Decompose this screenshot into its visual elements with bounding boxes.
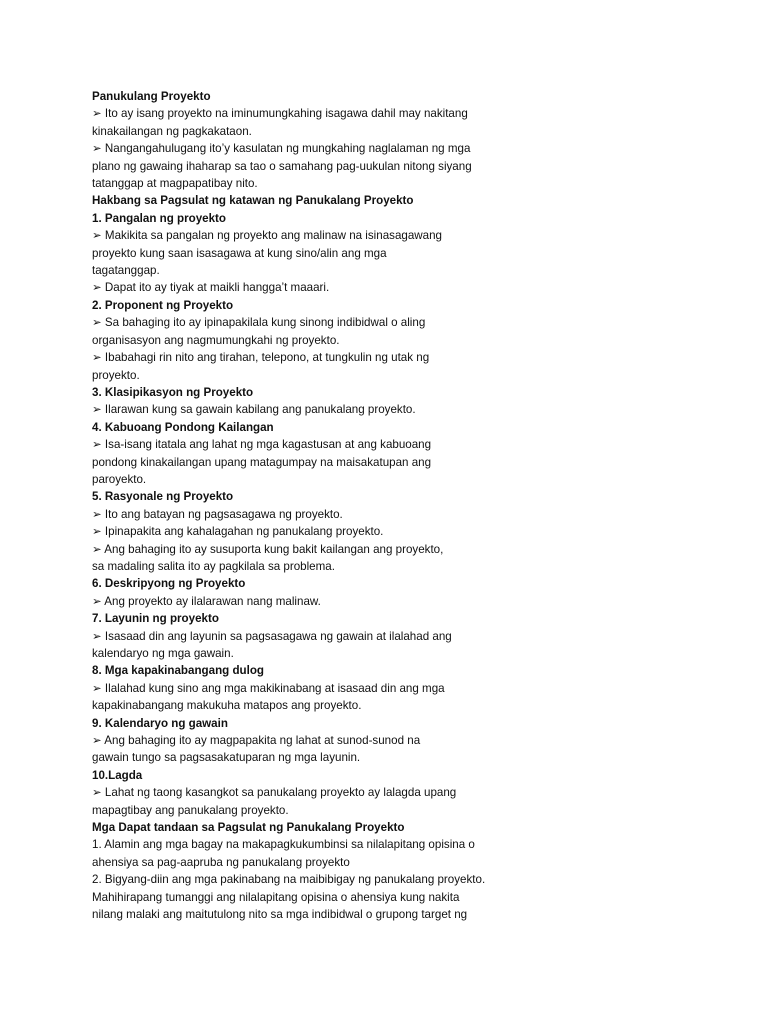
text-line: ➢ Ito ay isang proyekto na iminumungkahing isagawa dahil may nakitang [92, 107, 468, 121]
text-line: proyekto. [92, 368, 140, 382]
heading-line: 1. Pangalan ng proyekto [92, 211, 227, 225]
text-line: plano ng gawaing ihaharap sa tao o samahang pag-uukulan nitong siyang [92, 159, 472, 173]
text-line: ➢ Sa bahaging ito ay ipinapakilala kung sinong indibidwal o aling [92, 316, 426, 330]
heading-line: 5. Rasyonale ng Proyekto [92, 490, 234, 504]
heading-line: 8. Mga kapakinabangang dulog [92, 664, 264, 678]
text-line: pondong kinakailangan upang matagumpay na maisakatupan ang [92, 455, 432, 469]
text-line: ➢ Nangangahulugang ito’y kasulatan ng mungkahing naglalaman ng mga [92, 142, 471, 156]
text-line: 2. Bigyang-diin ang mga pakinabang na maibibigay ng panukalang proyekto. [92, 873, 486, 887]
text-line: ➢ Ang proyekto ay ilalarawan nang malinaw. [92, 594, 321, 608]
text-line: sa madaling salita ito ay pagkilala sa problema. [92, 559, 335, 573]
heading-line: 10.Lagda [92, 768, 143, 782]
text-line: ahensiya sa pag-aapruba ng panukalang proyekto [92, 855, 350, 869]
text-line: ➢ Ilalahad kung sino ang mga makikinabang at isasaad din ang mga [92, 681, 445, 695]
text-line: kapakinabangang makukuha matapos ang proyekto. [92, 699, 362, 713]
text-line: nilang malaki ang maitutulong nito sa mga indibidwal o grupong target ng [92, 908, 468, 922]
text-line: mapagtibay ang panukalang proyekto. [92, 803, 289, 817]
text-line: ➢ Ibabahagi rin nito ang tirahan, telepono, at tungkulin ng utak ng [92, 351, 430, 365]
text-line: kinakailangan ng pagkakataon. [92, 124, 252, 138]
text-line: ➢ Ito ang batayan ng pagsasagawa ng proyekto. [92, 507, 343, 521]
text-line: ➢ Isa-isang itatala ang lahat ng mga kagastusan at ang kabuoang [92, 438, 432, 452]
heading-line: 2. Proponent ng Proyekto [92, 298, 234, 312]
text-line: ➢ Isasaad din ang layunin sa pagsasagawa ng gawain at ilalahad ang [92, 629, 452, 643]
text-line: ➢ Makikita sa pangalan ng proyekto ang malinaw na isinasagawang [92, 229, 443, 243]
heading-line: 7. Layunin ng proyekto [92, 612, 219, 626]
text-line: ➢ Ang bahaging ito ay susuporta kung bakit kailangan ang proyekto, [92, 542, 444, 556]
heading-line: 4. Kabuoang Pondong Kailangan [92, 420, 274, 434]
heading-line: 3. Klasipikasyon ng Proyekto [92, 385, 254, 399]
heading-line: 9. Kalendaryo ng gawain [92, 716, 228, 730]
text-line: gawain tungo sa pagsasakatuparan ng mga layunin. [92, 751, 361, 765]
text-line: 1. Alamin ang mga bagay na makapagkukumbinsi sa nilalapitang opisina o [92, 838, 475, 852]
text-line: ➢ Ilarawan kung sa gawain kabilang ang panukalang proyekto. [92, 403, 416, 417]
text-line: ➢ Lahat ng taong kasangkot sa panukalang proyekto ay lalagda upang [92, 786, 457, 800]
text-line: paroyekto. [92, 472, 147, 486]
text-line: organisasyon ang nagmumungkahi ng proyekto. [92, 333, 340, 347]
heading-line: Mga Dapat tandaan sa Pagsulat ng Panukalang Proyekto [92, 821, 405, 835]
text-line: ➢ Dapat ito ay tiyak at maikli hangga’t maaari. [92, 281, 330, 295]
heading-line: 6. Deskripyong ng Proyekto [92, 577, 246, 591]
text-line: tatanggap at magpapatibay nito. [92, 177, 258, 191]
text-line: proyekto kung saan isasagawa at kung sino/alin ang mga [92, 246, 387, 260]
text-line: tagatanggap. [92, 264, 160, 278]
heading-line: Panukulang Proyekto [92, 90, 211, 103]
text-line: kalendaryo ng mga gawain. [92, 647, 234, 660]
text-line: Mahihirapang tumanggi ang nilalapitang opisina o ahensiya kung nakita [92, 890, 460, 904]
heading-line: Hakbang sa Pagsulat ng katawan ng Panukalang Proyekto [92, 194, 414, 208]
document-body [92, 88, 502, 924]
text-line: ➢ Ang bahaging ito ay magpapakita ng lahat at sunod-sunod na [92, 734, 421, 748]
text-line: ➢ Ipinapakita ang kahalagahan ng panukalang proyekto. [92, 525, 384, 539]
